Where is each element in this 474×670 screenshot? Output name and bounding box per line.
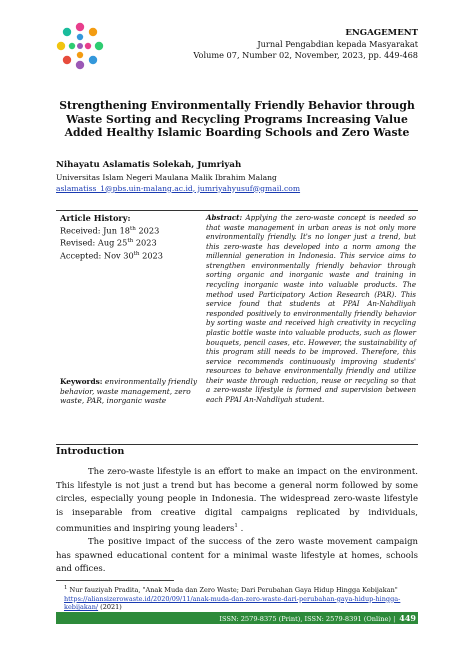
page-number: 449 bbox=[399, 613, 416, 623]
footnote-link[interactable]: https://aliansizerowaste.id/2020/09/11/anak-muda-dan-zero-waste-dari-perubahan-gaya-hidup-hingga-kebijakan/ bbox=[64, 594, 401, 612]
article-history-title: Article History: bbox=[60, 213, 131, 223]
footnote-year: (2021) bbox=[98, 603, 122, 612]
section-heading-introduction: Introduction bbox=[56, 446, 125, 457]
paper-affiliation: Universitas Islam Negeri Maulana Malik Ibrahim Malang bbox=[56, 173, 277, 182]
footer-issn: ISSN: 2579-8375 (Print), ISSN: 2579-8391 (Online) | bbox=[219, 615, 396, 623]
abstract bbox=[206, 213, 416, 405]
journal-short-name: ENGAGEMENT bbox=[345, 28, 418, 38]
accepted-date: Accepted: Nov 30th 2023 bbox=[60, 250, 163, 261]
keywords-text: environmentally friendly behavior, waste management, zero waste, PAR, inorganic waste bbox=[60, 377, 198, 406]
journal-header bbox=[193, 28, 418, 61]
abstract-text: Applying the zero-waste concept is needed so that waste management in urban areas is not only more environmentally friendly. It's no longer just a trend, but this zero-waste has developed into a norm among the millennial generation in Indonesia. This service aims to strengthen environmentally friendly behavior through sorting organic and inorganic waste and training in recycling inorganic waste into valuable products. The method used Participatory Action Research (PAR). This service found that students at PPAI An-Nahdliyah responded positively to environmentally friendly behavior by sorting waste and received high creativity in recycling plastic bottle waste into valuable products, such as flower bouquets, pencil cases, etc. However, the sustainability of this program still needs to be improved. Therefore, this service recommends continuously improving students' resources to behave environmentally friendly and utilize their waste through reduction, reuse or recycling so that a zero-waste lifestyle is formed and supervision between each PPAI An-Nahdliyah student. bbox=[206, 213, 416, 404]
keywords-label: Keywords: bbox=[60, 377, 103, 386]
footnote-divider bbox=[56, 580, 174, 581]
engagement-logo bbox=[54, 20, 106, 72]
keywords bbox=[60, 377, 198, 406]
abstract-label: Abstract: bbox=[206, 213, 243, 222]
article-history bbox=[60, 213, 163, 261]
footnote-mark: 1 bbox=[64, 585, 68, 591]
journal-full-name: Jurnal Pengabdian kepada Masyarakat bbox=[257, 39, 418, 49]
author-emails[interactable]: aslamatiss_1@pbs.uin-malang.ac.id, jumriyahyusuf@gmail.com bbox=[56, 183, 301, 193]
footnote-text: Nur fauziyah Pradita, "Anak Muda dan Zero Waste; Dari Perubahan Gaya Hidup Hingga Kebijakan" bbox=[67, 586, 398, 595]
paper-affiliation-block bbox=[56, 173, 300, 194]
intro-paragraph-2: The positive impact of the success of the zero waste movement campaign has spawned educational content for a minimal waste lifestyle at homes, schools and offices. bbox=[56, 537, 418, 574]
footnote-ref[interactable]: 1 bbox=[234, 523, 238, 529]
footer-bar bbox=[56, 612, 418, 624]
paper-title: Strengthening Environmentally Friendly Behavior through Waste Sorting and Recycling Programs Increasing Value Added Healthy Islamic Boarding Schools and Zero Waste bbox=[59, 99, 415, 140]
revised-date: Revised: Aug 25th 2023 bbox=[60, 237, 157, 248]
intro-paragraph-1: The zero-waste lifestyle is an effort to make an impact on the environment. This lifestyle is not just a trend but has become a general norm followed by some circles, especially young people in Indonesia. The widespread zero-waste lifestyle is inseparable from creative digital campaigns replicated by individuals, communities and inspiring young leaders$^1$ . bbox=[56, 467, 418, 534]
journal-volume-line: Volume 07, Number 02, November, 2023, pp. 449-468 bbox=[193, 50, 418, 60]
received-date: Received: Jun 18th 2023 bbox=[60, 225, 160, 236]
footnote bbox=[64, 584, 416, 612]
logo-petals bbox=[57, 23, 103, 69]
article-info-box bbox=[56, 210, 418, 445]
paper-authors: Nihayatu Aslamatis Solekah, Jumriyah bbox=[56, 160, 242, 170]
